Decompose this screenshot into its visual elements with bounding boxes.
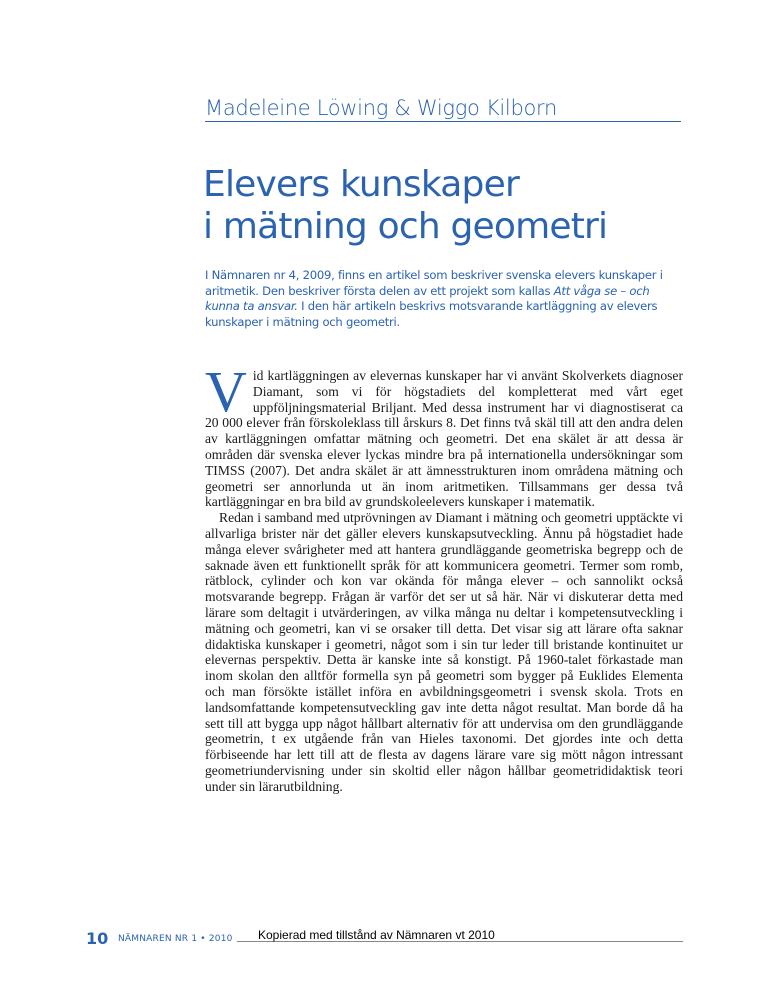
drop-cap: V [205,359,247,424]
title-line-1: Elevers kunskaper [203,164,519,205]
body-paragraph-2: Redan i samband med utprövningen av Diamant i mätning och geometri upptäckte vi allvarliga brister när det gäller elevers kunskapsutveckling. Ännu på högstadiet hade många elever svårigheter med att hantera grundläggande geometriska begrepp och de saknade även ett funktionellt språk för att kommunicera geometri. Termer som romb, rätblock, cylinder och kon var okända för många elever – och sannolikt också motsvarande begrepp. Frågan är varför det ser ut så här. När vi diskuterar detta med lärare som deltagit i utvärderingen, av vilka många nu deltar i kompetensutveckling i mätning och geometri, kan vi se orsaker till detta. Det visar sig att lärare ofta saknar didaktiska kunskaper i geometri, något som i sin tur leder till bristande kontinuitet ur elevernas perspektiv. Detta är kanske inte så konstigt. På 1960-talet förkastade man inom skolan den alltför formella syn på geometri som bygger på Euklides Elementa och man försökte istället införa en avbildningsgeometri i svensk skola. Trots en landsomfattande kompetensutveckling gav inte detta något resultat. Man borde då ha sett till att bygga upp något hållbart alternativ för att undervisa om den grundläggande geometrin, t ex utgående från van Hieles taxonomi. Det gjordes inte och detta förbiseende har lett till att de flesta av dagens lärare vare sig mött någon intressant geometriundervisning under sin skoltid eller någon hållbar geometrididaktisk teori under sin lärarutbildning. [205,510,683,794]
page-number: 10 [86,929,109,948]
copy-notice: Kopierad med tillstånd av Nämnaren vt 2010 [258,928,495,942]
journal-name: NÄMNAREN NR 1 • 2010 [118,934,233,944]
article-authors: Madeleine Löwing & Wiggo Kilborn [205,96,681,122]
lead-text-before: I Nämnaren nr 4, 2009, finns en artikel som beskriver svenska elevers kunskaper i aritmetik. Den beskriver första delen av ett projekt som kallas [205,268,663,298]
title-line-2: i mätning och geometri [203,206,608,247]
article-body [205,359,683,795]
lead-text-after: I den här artikeln beskrivs motsvarande kartläggning av elevers kunskaper i mätning och geometri. [205,299,658,329]
paragraph-1-text: id kartläggningen av elevernas kunskaper har vi använt Skolverkets diagnoser Diamant, som vi för högstadiets del kompletterat med vårt eget uppföljningsmaterial Briljant. Med dessa instrument har vi diagnostiserat ca 20 000 elever från förskoleklass till årskurs 8. Det finns två skäl till att den andra delen av kartläggningen omfattar mätning och geometri. Det ena skälet är att dessa är områden där svenska elever lyckas mindre bra på internationella undersökningar som TIMSS (2007). Det andra skälet är att ämnesstrukturen inom områdena mätning och geometri ser annorlunda ut än inom aritmetiken. Tillsammans ger dessa två kartläggningar en bra bild av grundskoleelevers kunskaper i matematik. [205,368,683,510]
lead-project-name: Att våga se – och kunna ta ansvar. [205,283,650,313]
body-paragraph-1 [205,359,683,510]
article-lead [205,268,683,330]
article-title [203,164,683,248]
